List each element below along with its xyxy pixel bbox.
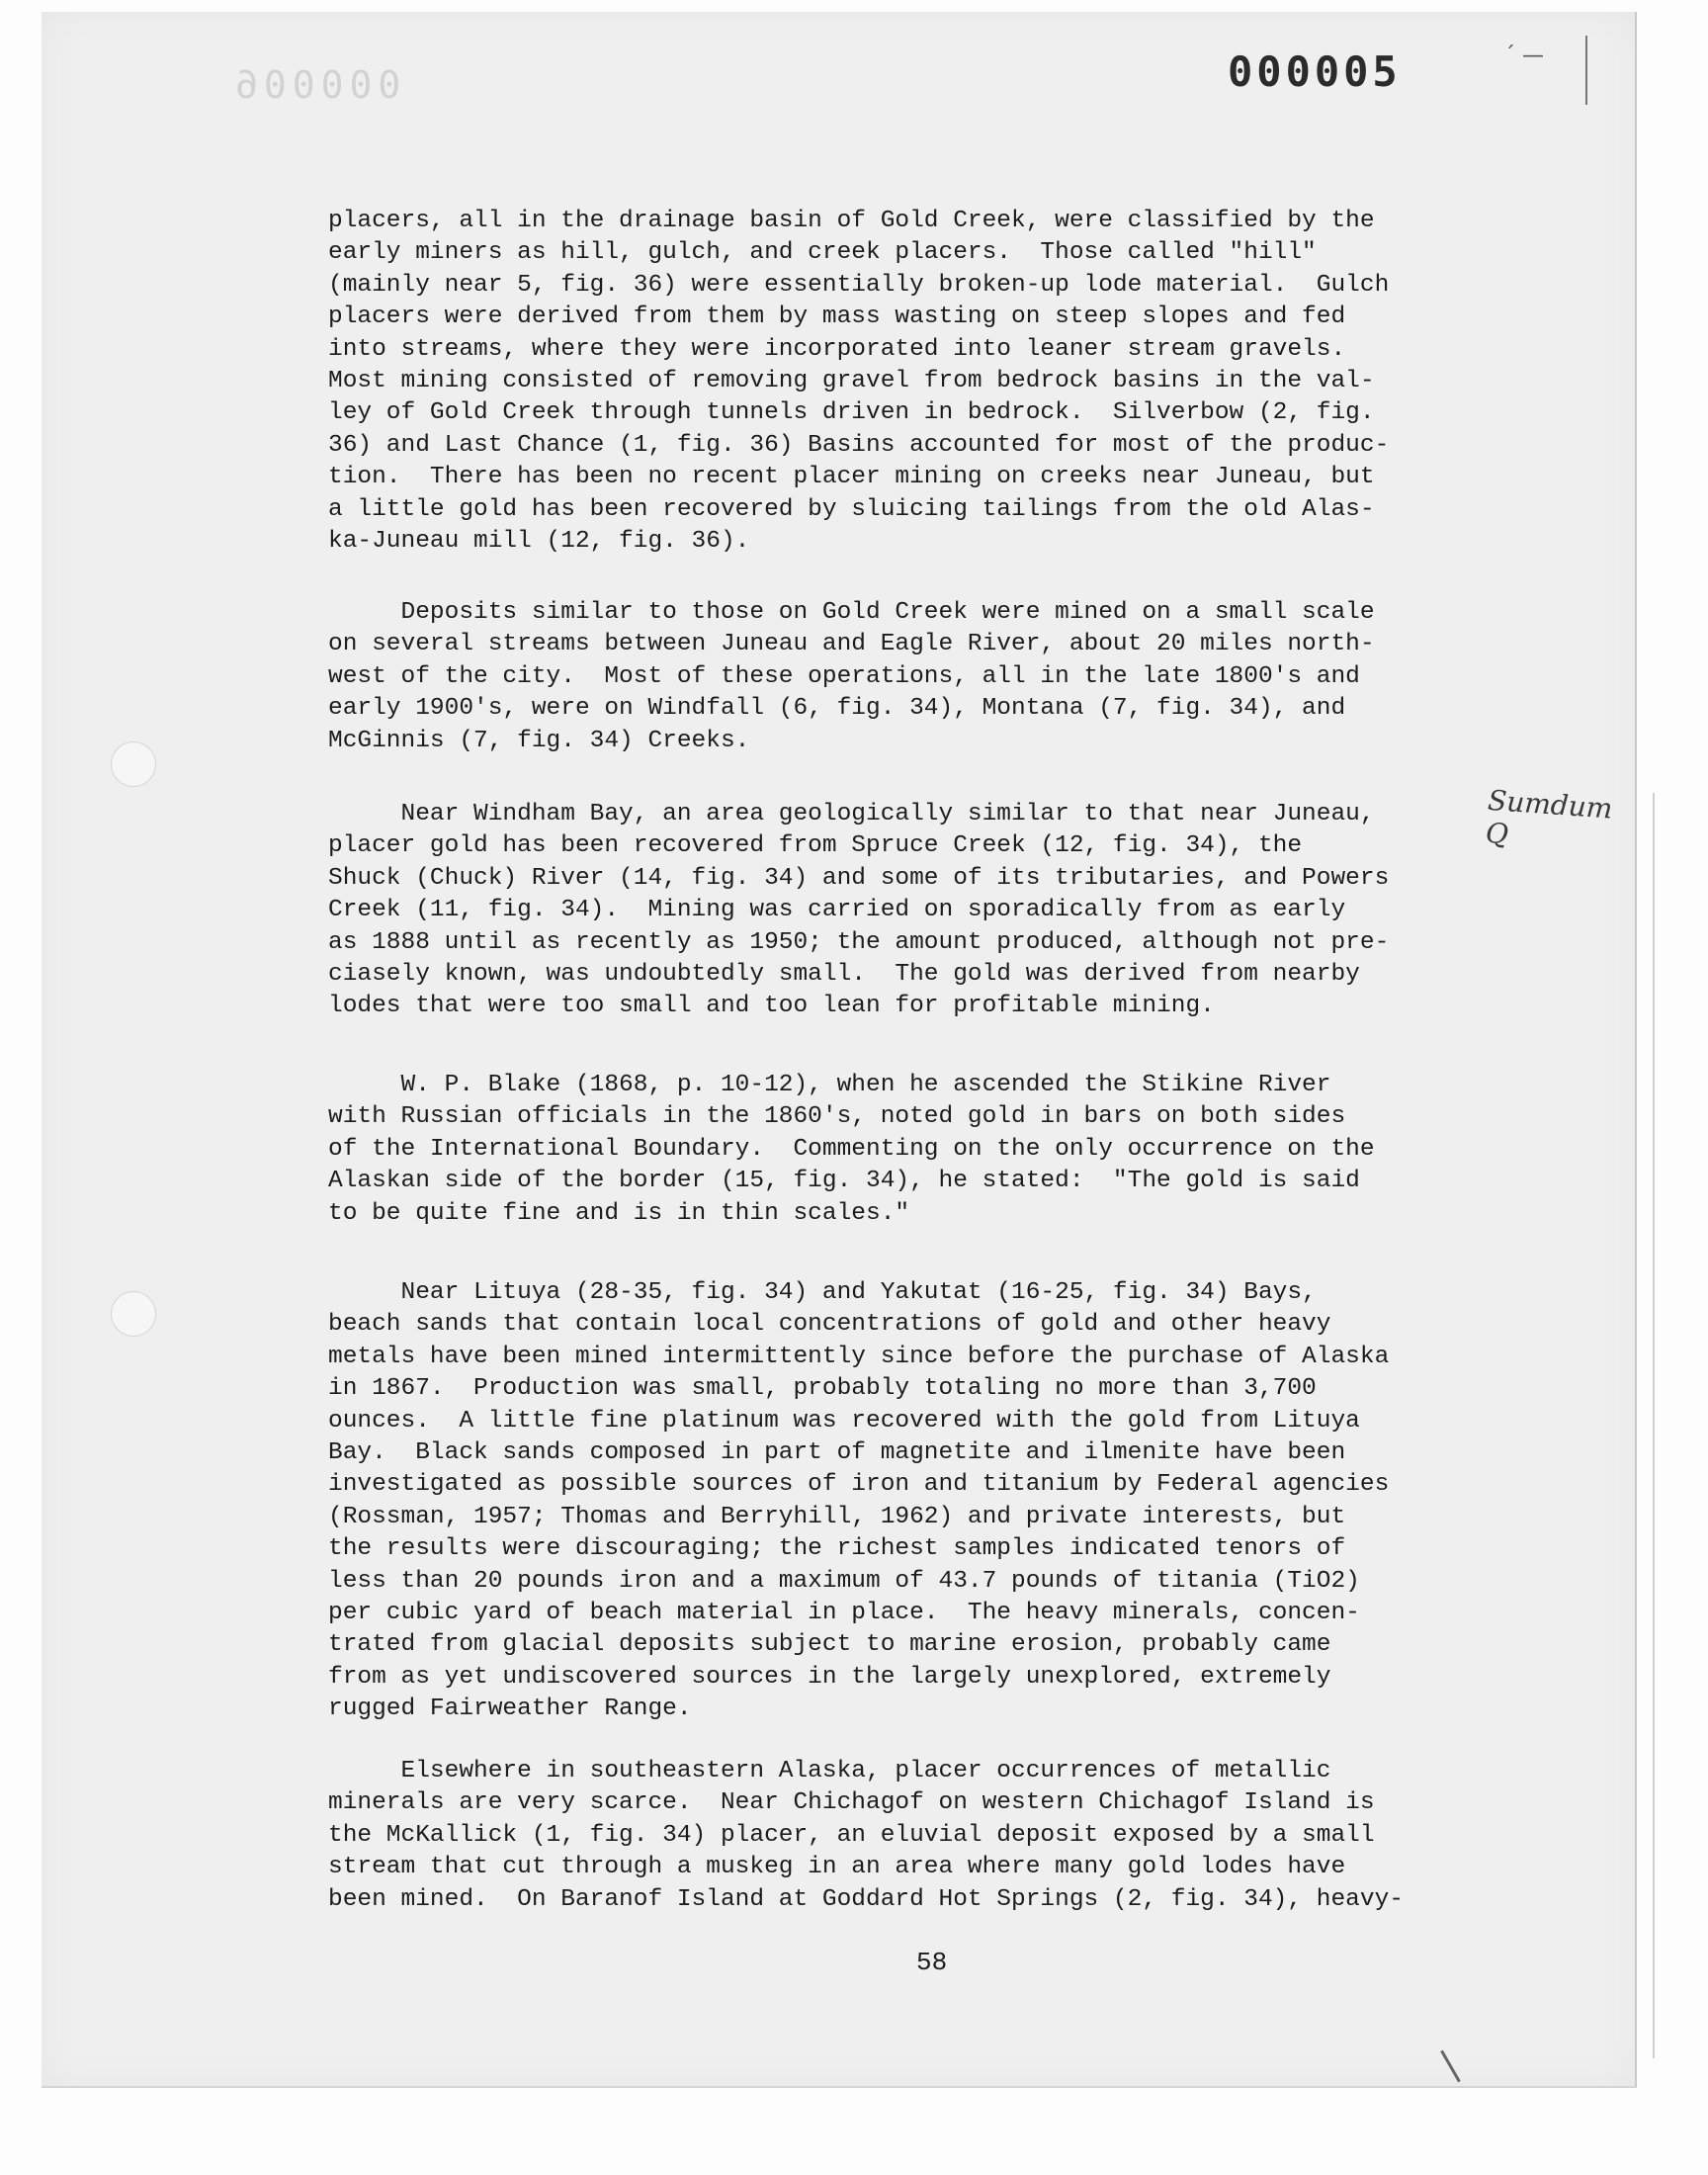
paragraph-blake-stikine: W. P. Blake (1868, p. 10-12), when he ascended the Stikine River with Russian officials in the 1860's, noted gold in bars on both sides of the International Boundary. Commenting on the only occurrence on the Alaskan side of the border (15, fig. 34), he stated: "The gold is said to be quite fine and is in thin scales." bbox=[328, 1072, 1375, 1227]
punch-hole-lower bbox=[111, 1291, 156, 1337]
document-page bbox=[42, 12, 1637, 2088]
punch-hole-upper bbox=[111, 741, 156, 787]
bleed-through-number: 000006 bbox=[229, 63, 401, 107]
paragraph-windham-bay: Near Windham Bay, an area geologically similar to that near Juneau, placer gold has been recovered from Spruce Creek (12, fig. 34), the Shuck (Chuck) River (14, fig. 34) and some of its tributaries, and Powers Creek (11, fig. 34). Mining was carried on sporadically from as early as 1888 until as recently as 1950; the amount produced, although not pre- ciasely known, was undoubtedly small. The gold was derived from nearby lodes that were too small and too lean for profitable mining. bbox=[328, 801, 1390, 1020]
document-number: 000005 bbox=[1228, 47, 1402, 96]
paragraph-southeastern-alaska: Elsewhere in southeastern Alaska, placer occurrences of metallic minerals are very scarce. Near Chichagof on western Chichagof Island is the McKallick (1, fig. 34) placer, an eluvial deposit exposed by a small stream that cut through a muskeg in an area where many gold lodes have been mined. On Baranof Island at Goddard Hot Springs (2, fig. 34), heavy- bbox=[328, 1758, 1404, 1913]
page-number: 58 bbox=[916, 1948, 948, 1977]
pencil-tick bbox=[1440, 2050, 1461, 2083]
corner-mark: ´ — bbox=[1504, 44, 1544, 68]
handwritten-annotation: Sumdum Q bbox=[1484, 783, 1614, 851]
paragraph-juneau-eagle-river: Deposits similar to those on Gold Creek were mined on a small scale on several streams between Juneau and Eagle River, about 20 miles north- west of the city. Most of these operations, all in the late 1800's and early 1900's, were on Windfall (6, fig. 34), Montana (7, fig. 34), and McGinnis (7, fig. 34) Creeks. bbox=[328, 599, 1375, 754]
paragraph-lituya-yakutat: Near Lituya (28-35, fig. 34) and Yakutat (16-25, fig. 34) Bays, beach sands that contain local concentrations of gold and other heavy metals have been mined intermittently since before the purchase of Alaska in 1867. Production was small, probably totaling no more than 3,700 ounces. A little fine platinum was recovered with the gold from Lituya Bay. Black sands composed in part of magnetite and ilmenite have been investigated as possible sources of iron and titanium by Federal agencies (Rossman, 1957; Thomas and Berryhill, 1962) and private interests, but the results were discouraging; the richest samples indicated tenors of less than 20 pounds iron and a maximum of 43.7 pounds of titania (TiO2) per cubic yard of beach material in place. The heavy minerals, concen- trated from glacial deposits subject to marine erosion, probably came from as yet undiscovered sources in the largely unexplored, extremely rugged Fairweather Range. bbox=[328, 1279, 1390, 1723]
margin-line bbox=[1653, 793, 1655, 2058]
edge-mark bbox=[1585, 36, 1587, 105]
paragraph-gold-creek-placers: placers, all in the drainage basin of Gold Creek, were classified by the early miners as hill, gulch, and creek placers. Those called "hill" (mainly near 5, fig. 36) were essentially broken-up lode material. Gulch placers were derived from them by mass wasting on steep slopes and fed into streams, where they were incorporated into leaner stream gravels. Most mining consisted of removing gravel from bedrock basins in the val- ley of Gold Creek through tunnels driven in bedrock. Silverbow (2, fig. 36) and Last Chance (1, fig. 36) Basins accounted for most of the produc- tion. There has been no recent placer mining on creeks near Juneau, but a little gold has been recovered by sluicing tailings from the old Alas- ka-Juneau mill (12, fig. 36). bbox=[328, 208, 1390, 556]
